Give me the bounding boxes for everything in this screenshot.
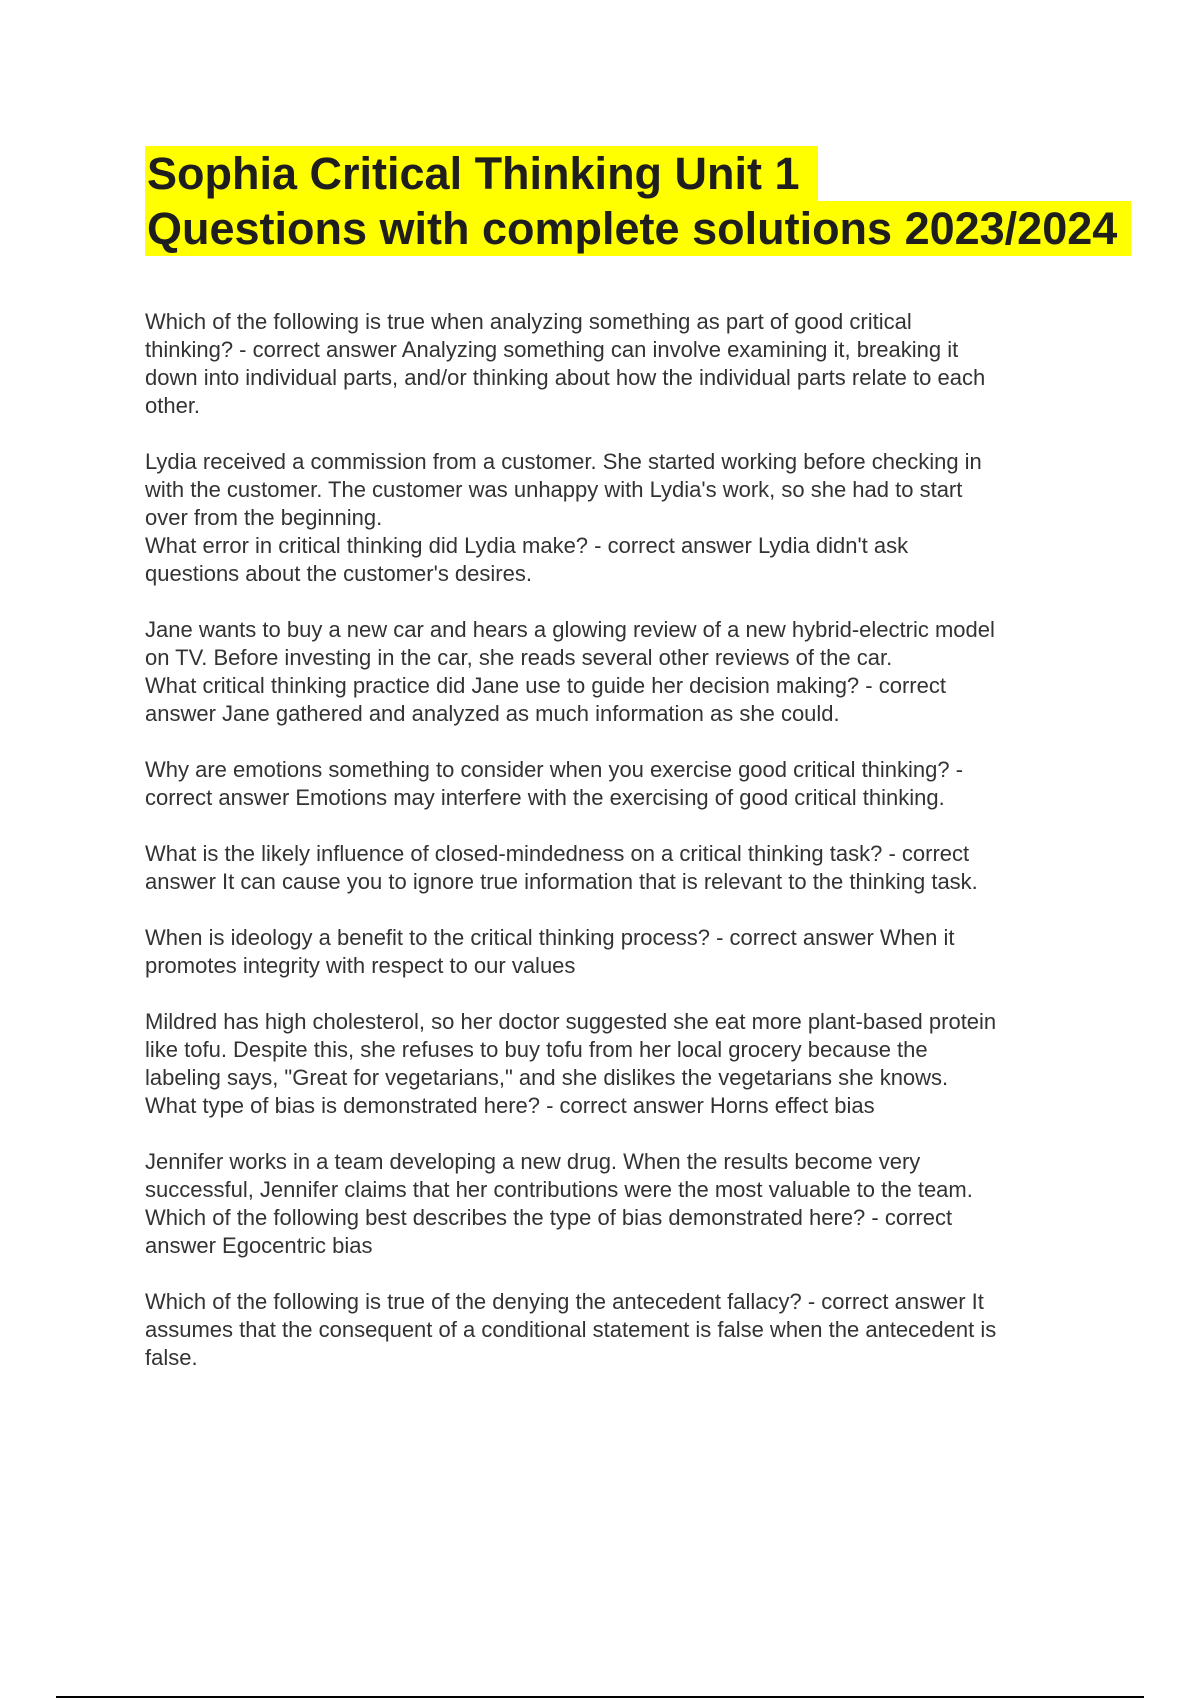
qa-item: Why are emotions something to consider when you exercise good critical thinking? - correct answer Emotions may interfere with the exercising of good critical thinking. [145, 757, 964, 810]
qa-item: Which of the following is true when analyzing something as part of good critical thinking? - correct answer Analyzing something can involve examining it, breaking it down into individual parts, and/or thinking about how the individual parts relate to each other. [145, 309, 986, 418]
qa-item: Which of the following is true of the denying the antecedent fallacy? - correct answer It assumes that the consequent of a conditional statement is false when the antecedent is false. [145, 1289, 997, 1370]
title-line-1: Sophia Critical Thinking Unit 1 [145, 146, 818, 201]
title-line-2: Questions with complete solutions 2023/2024 [145, 201, 1131, 256]
qa-item: Jennifer works in a team developing a new drug. When the results become very successful, Jennifer claims that her contributions were the most valuable to the team. Which of the following best describes the type of bias demonstrated here? - correct answer Egocentric bias [145, 1149, 973, 1258]
qa-item: When is ideology a benefit to the critical thinking process? - correct answer When it promotes integrity with respect to our values [145, 925, 955, 978]
qa-item: Jane wants to buy a new car and hears a glowing review of a new hybrid-electric model on TV. Before investing in the car, she reads several other reviews of the car. What critical thinking practice did Jane use to guide her decision making? - correct answer Jane gathered and analyzed as much information as she could. [145, 617, 995, 726]
qa-item: What is the likely influence of closed-mindedness on a critical thinking task? - correct answer It can cause you to ignore true information that is relevant to the thinking task. [145, 841, 978, 894]
qa-item: Lydia received a commission from a customer. She started working before checking in with the customer. The customer was unhappy with Lydia's work, so she had to start over from the beginning. What error in critical thinking did Lydia make? - correct answer Lydia didn't ask questions about the customer's desires. [145, 449, 982, 586]
qa-item: Mildred has high cholesterol, so her doctor suggested she eat more plant-based protein like tofu. Despite this, she refuses to buy tofu from her local grocery because the labeling says, "Great for vegetarians," and she dislikes the vegetarians she knows. What type of bias is demonstrated here? - correct answer Horns effect bias [145, 1009, 997, 1118]
qa-list [145, 308, 1095, 1400]
document-title [145, 146, 1200, 256]
page-bottom-divider [56, 1696, 1144, 1698]
